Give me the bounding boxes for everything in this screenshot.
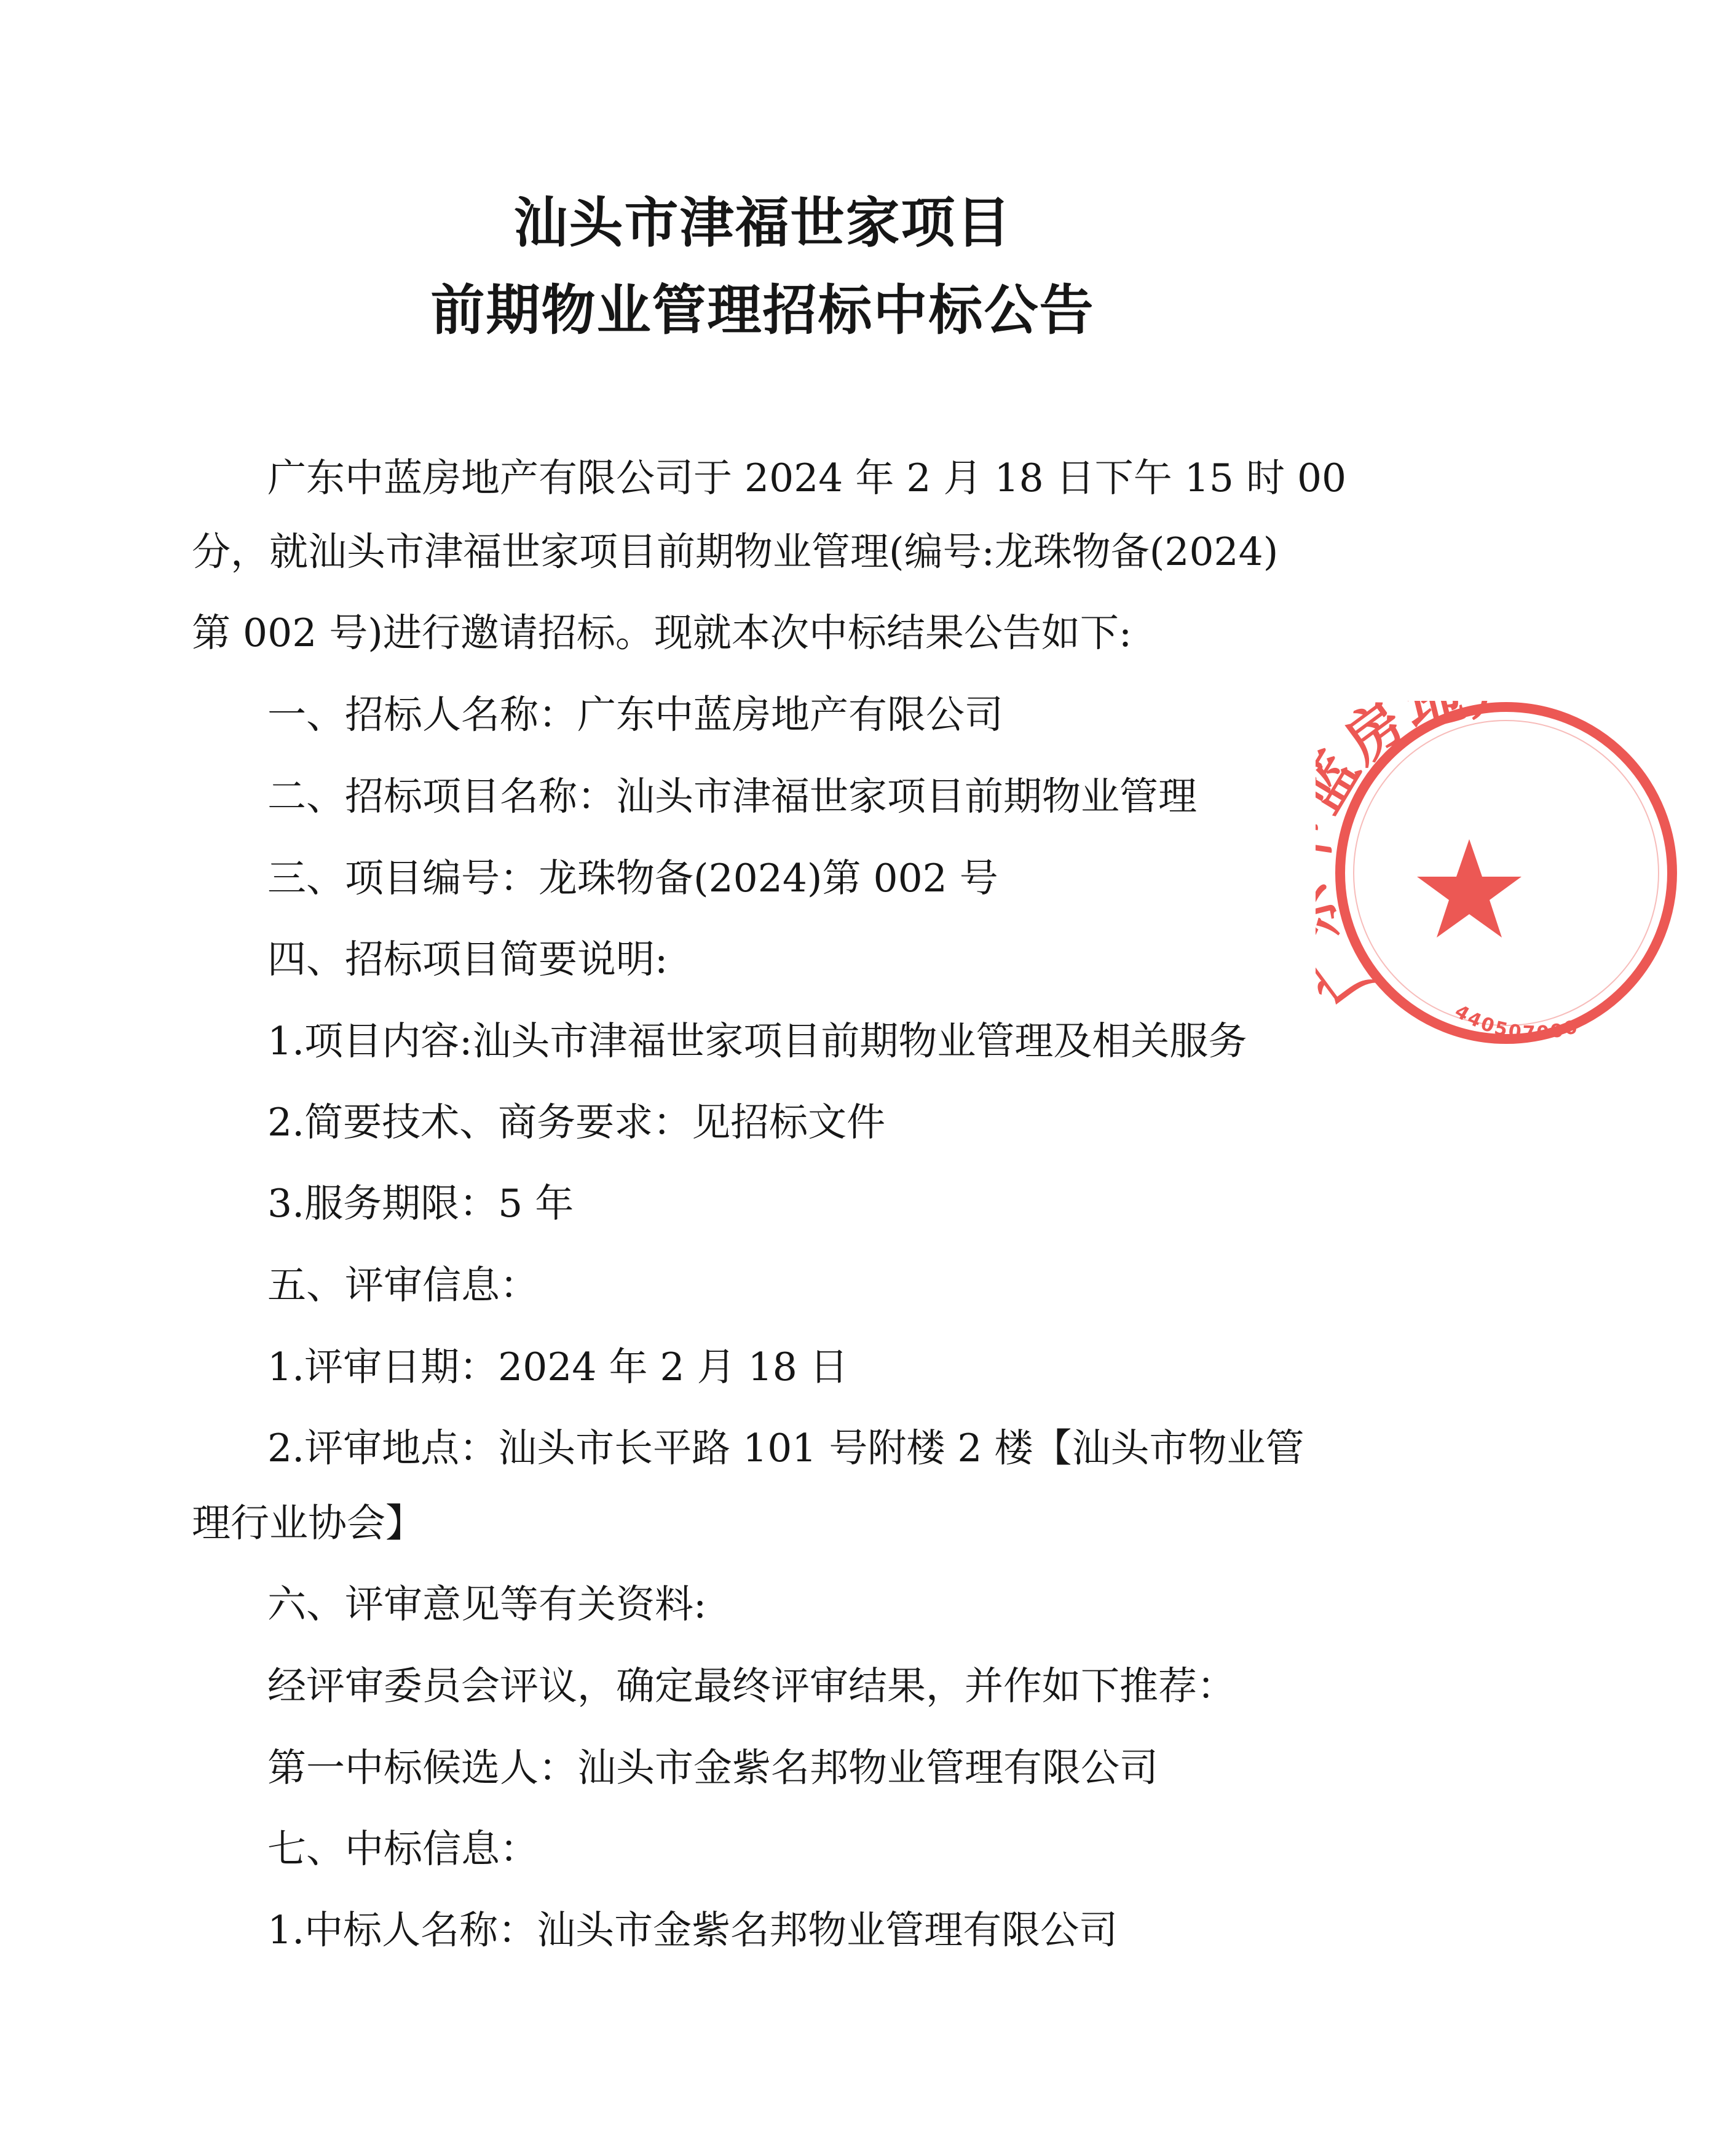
section-5-item-1: 1.评审日期：2024 年 2 月 18 日: [267, 1345, 848, 1389]
company-seal: [1316, 701, 1582, 1045]
body-line-intro-2: 分，就汕头市津福世家项目前期物业管理(编号:龙珠物备(2024): [192, 529, 1279, 574]
page-title-line-1: 汕头市津福世家项目: [513, 191, 1012, 255]
body-line-intro-1: 广东中蓝房地产有限公司于 2024 年 2 月 18 日下午 15 时 00: [267, 456, 1347, 500]
section-4-heading: 四、招标项目简要说明:: [267, 937, 668, 982]
section-4-item-3: 3.服务期限：5 年: [267, 1181, 574, 1226]
page-title-line-2: 前期物业管理招标中标公告: [430, 278, 1095, 342]
svg-text:440507000: 440507000: [1451, 1000, 1582, 1044]
body-line-intro-3: 第 002 号)进行邀请招标。现就本次中标结果公告如下:: [192, 610, 1132, 655]
section-1-tenderer: 一、招标人名称：广东中蓝房地产有限公司: [267, 692, 1003, 737]
section-3-project-number: 三、项目编号：龙珠物备(2024)第 002 号: [267, 856, 998, 901]
section-4-item-2: 2.简要技术、商务要求：见招标文件: [267, 1100, 886, 1145]
section-5-item-2: 2.评审地点：汕头市长平路 101 号附楼 2 楼【汕头市物业管: [267, 1426, 1304, 1471]
section-5-heading: 五、评审信息：: [267, 1263, 539, 1308]
section-7-item-1: 1.中标人名称：汕头市金紫名邦物业管理有限公司: [267, 1908, 1118, 1953]
section-6-candidate: 第一中标候选人：汕头市金紫名邦物业管理有限公司: [267, 1745, 1158, 1790]
section-6-heading: 六、评审意见等有关资料:: [267, 1582, 707, 1627]
section-4-item-1: 1.项目内容:汕头市津福世家项目前期物业管理及相关服务: [267, 1019, 1247, 1064]
section-7-heading: 七、中标信息：: [267, 1826, 539, 1871]
section-6-text: 经评审委员会评议，确定最终评审结果，并作如下推荐：: [267, 1664, 1236, 1708]
section-5-item-2-cont: 理行业协会】: [192, 1501, 424, 1546]
svg-text:广东中蓝房地产: 房地: [1332, 701, 1475, 776]
section-2-project-name: 二、招标项目名称：汕头市津福世家项目前期物业管理: [267, 774, 1197, 819]
